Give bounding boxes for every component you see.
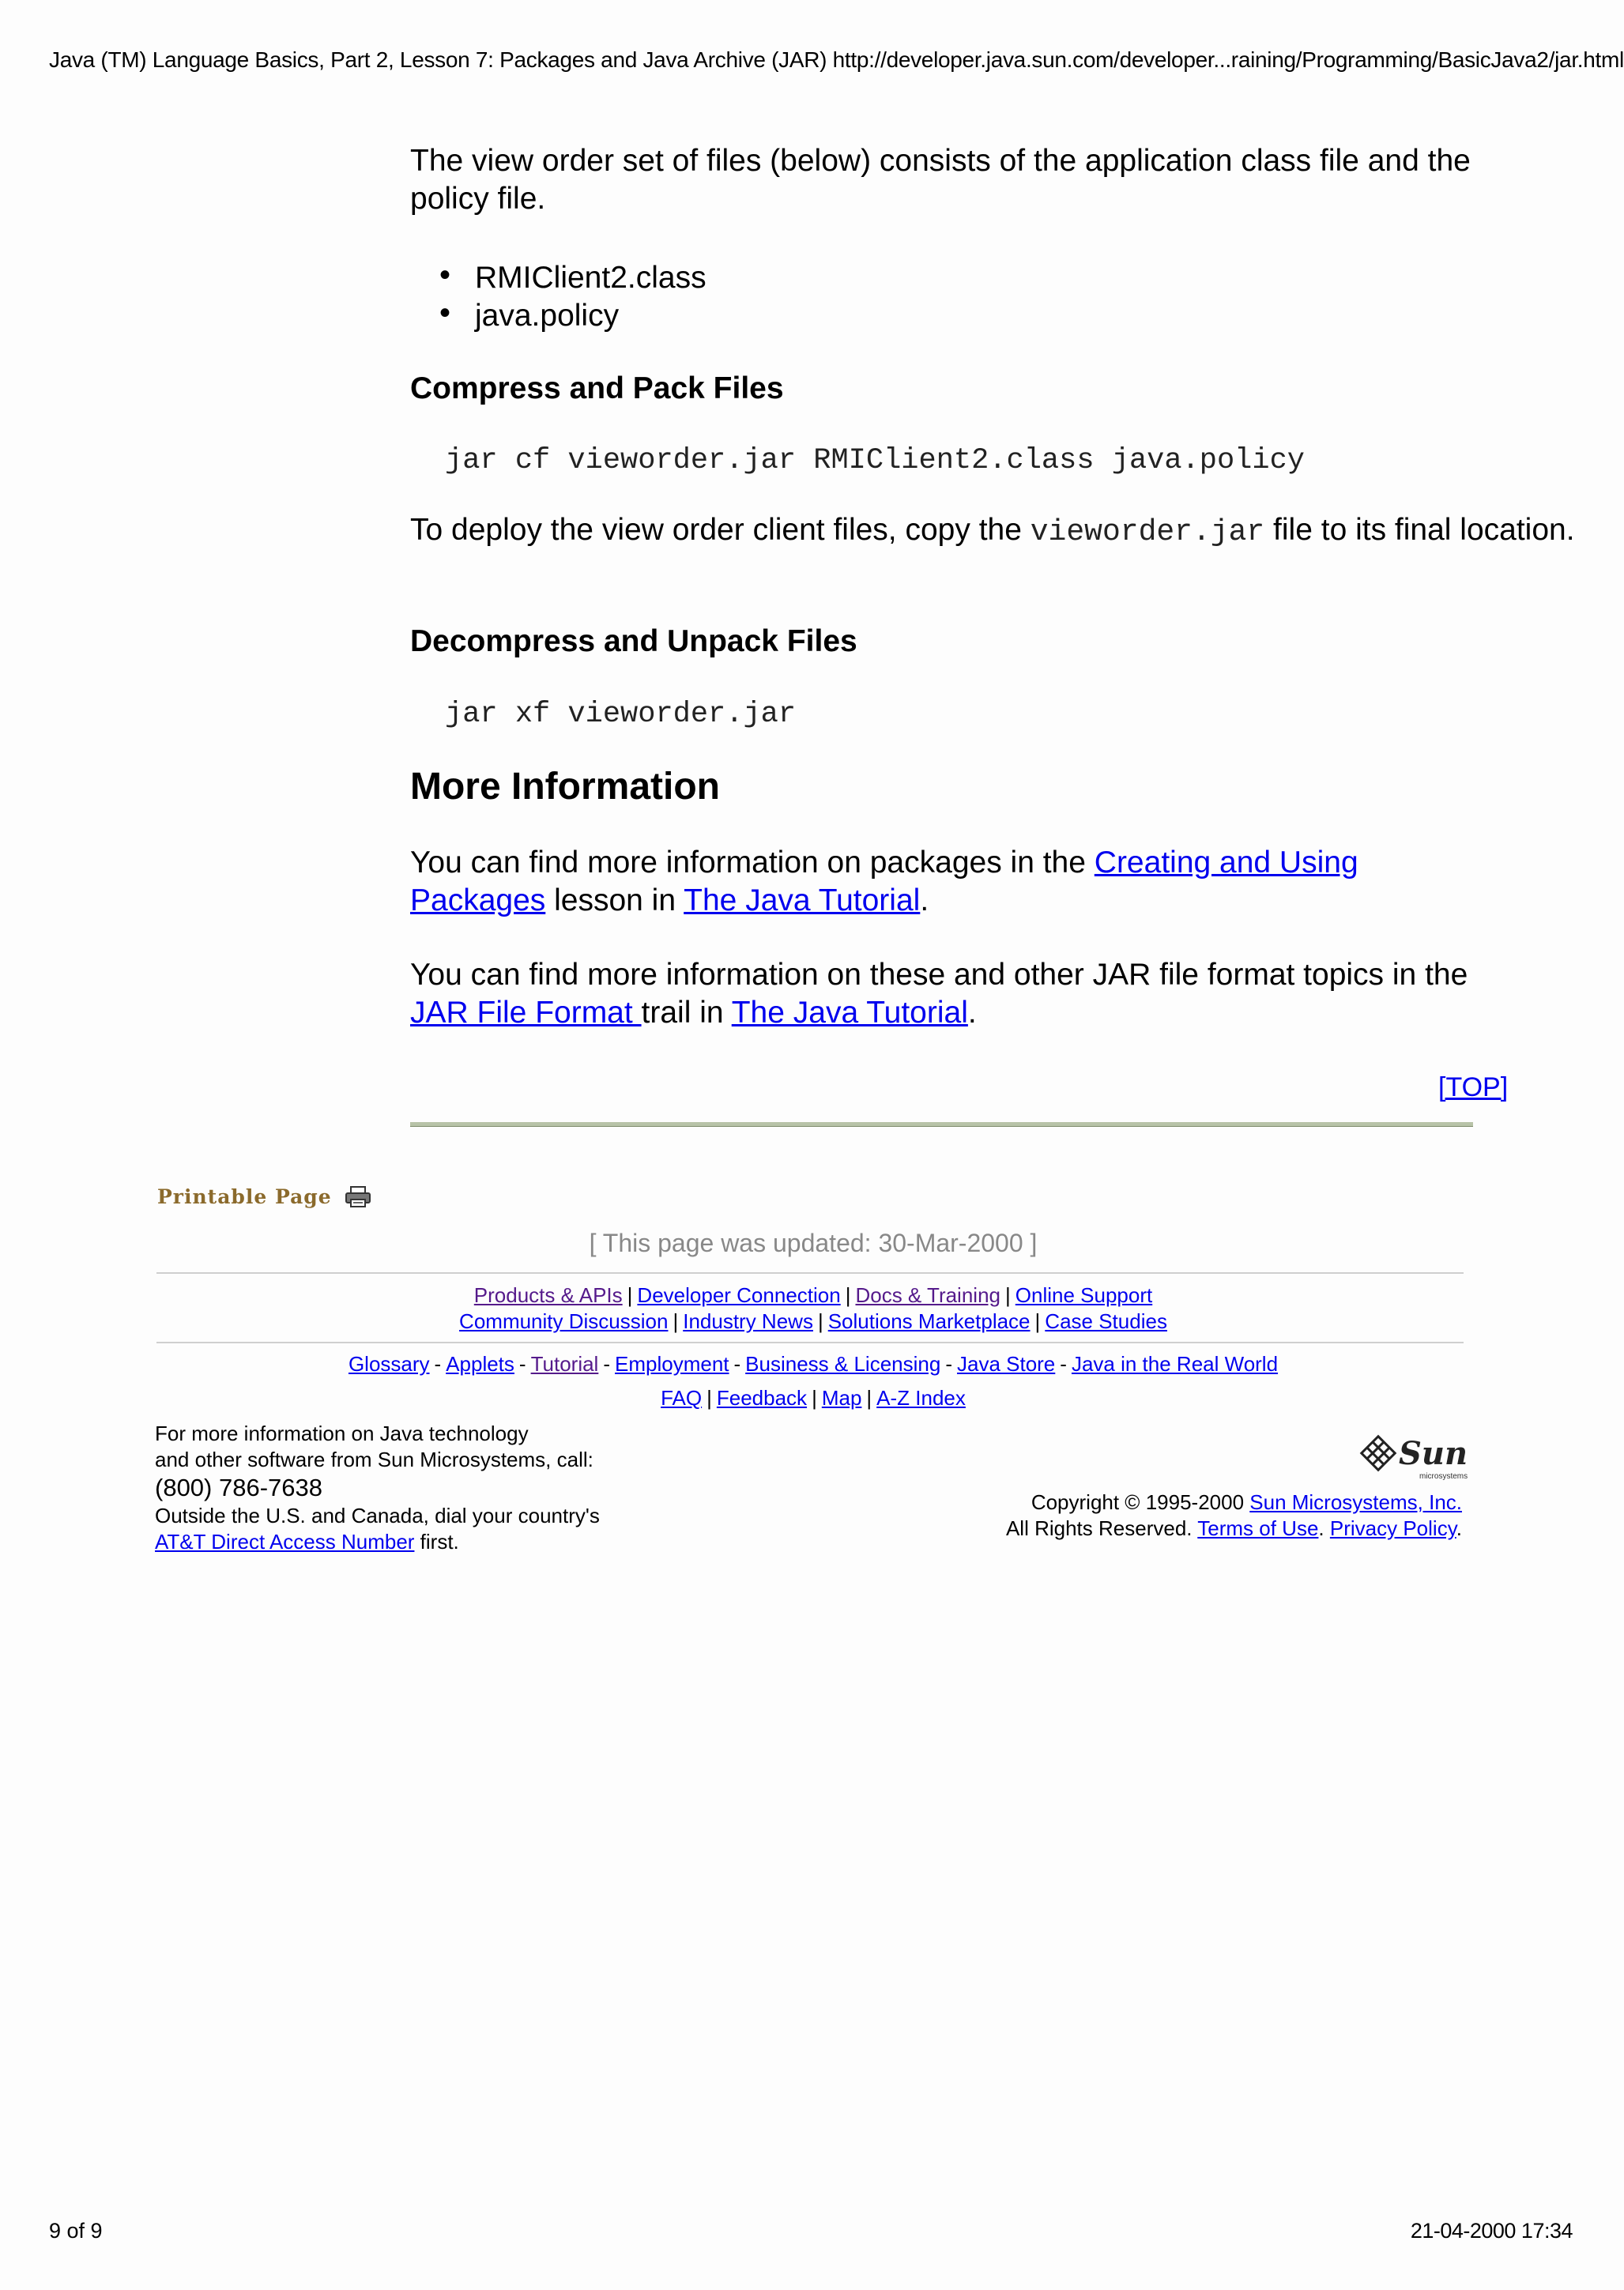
- terms-of-use-link[interactable]: Terms of Use: [1197, 1516, 1319, 1540]
- rights-text: All Rights Reserved.: [1005, 1516, 1198, 1540]
- nav-developer-connection[interactable]: Developer Connection: [637, 1283, 841, 1307]
- contact-text: first.: [414, 1530, 459, 1554]
- att-direct-access-link[interactable]: AT&T Direct Access Number: [155, 1530, 415, 1554]
- print-header: [49, 47, 1624, 73]
- nav-docs-training[interactable]: Docs & Training: [855, 1283, 1000, 1307]
- decompress-command: jar xf vieworder.jar: [445, 698, 797, 731]
- info-text: .: [967, 996, 977, 1030]
- list-item: • RMIClient2.class: [410, 259, 706, 297]
- top-link[interactable]: [TOP]: [1438, 1072, 1509, 1102]
- compress-heading: Compress and Pack Files: [410, 371, 784, 405]
- deploy-text: To deploy the view order client files, copy the: [410, 513, 1031, 547]
- sun-microsystems-logo: [1358, 1433, 1467, 1482]
- more-information-heading: More Information: [410, 766, 720, 808]
- info-text: .: [920, 883, 929, 917]
- copyright-line: [1006, 1490, 1462, 1516]
- article-body: [410, 142, 1575, 1138]
- nav-industry-news[interactable]: Industry News: [683, 1309, 813, 1333]
- nav-row-1: Products & APIs | Developer Connection | Docs & Training | Online Support: [473, 1283, 1153, 1307]
- nav-solutions-marketplace[interactable]: Solutions Marketplace: [827, 1309, 1031, 1333]
- deploy-paragraph: [410, 511, 1575, 552]
- nav-products-apis[interactable]: Products & APIs: [473, 1283, 623, 1307]
- contact-line: For more information on Java technology: [155, 1422, 529, 1445]
- creating-using-packages-link[interactable]: Creating and Using Packages: [410, 846, 1358, 917]
- sun-microsystems-link[interactable]: Sun Microsystems, Inc.: [1249, 1490, 1462, 1514]
- nav-business-licensing[interactable]: Business & Licensing: [745, 1352, 941, 1376]
- decompress-heading: Decompress and Unpack Files: [410, 624, 857, 658]
- horizontal-divider: [410, 1122, 1473, 1127]
- nav-row-3: Glossary - Applets - Tutorial - Employment - Business & Licensing - Java Store - Java in the Real World: [348, 1352, 1279, 1376]
- nav-tutorial[interactable]: Tutorial: [530, 1352, 599, 1376]
- contact-line: [155, 1529, 600, 1555]
- info-text: trail in: [641, 996, 732, 1030]
- java-tutorial-link[interactable]: The Java Tutorial: [684, 883, 921, 917]
- nav-row-4: FAQ | Feedback | Map | A-Z Index: [661, 1386, 966, 1410]
- copyright-text: Copyright © 1995-2000: [1031, 1490, 1250, 1514]
- contact-line: and other software from Sun Microsystems, call:: [155, 1448, 593, 1471]
- nav-online-support[interactable]: Online Support: [1015, 1283, 1153, 1307]
- nav-java-store[interactable]: Java Store: [956, 1352, 1056, 1376]
- header-title: Java (TM) Language Basics, Part 2, Lesson 7: Packages and Java Archive (JAR): [49, 47, 827, 72]
- file-list: [410, 259, 706, 335]
- nav-case-studies[interactable]: Case Studies: [1045, 1309, 1167, 1333]
- info-text: You can find more information on these and other JAR file format topics in the: [410, 958, 1468, 992]
- jar-file-format-link[interactable]: JAR File Format: [410, 996, 642, 1030]
- nav-faq[interactable]: FAQ: [661, 1386, 703, 1410]
- print-datetime: 21-04-2000 17:34: [1410, 2219, 1573, 2243]
- phone-number: (800) 786-7638: [155, 1474, 322, 1501]
- list-item: • java.policy: [410, 297, 706, 335]
- divider: [156, 1342, 1464, 1343]
- privacy-policy-link[interactable]: Privacy Policy: [1329, 1516, 1456, 1540]
- nav-community-discussion[interactable]: Community Discussion: [459, 1309, 669, 1333]
- header-url: http://developer.java.sun.com/developer...raining/Programming/BasicJava2/jar.html: [832, 47, 1624, 72]
- updated-date: [ This page was updated: 30-Mar-2000 ]: [589, 1229, 1038, 1257]
- compress-command: jar cf vieworder.jar RMIClient2.class java.policy: [445, 444, 1305, 477]
- jar-filename: vieworder.jar: [1030, 515, 1265, 549]
- info-paragraph-jar: [410, 956, 1517, 1032]
- contact-line: Outside the U.S. and Canada, dial your country's: [155, 1504, 600, 1527]
- info-text: You can find more information on packages in the: [410, 846, 1095, 879]
- intro-paragraph: The view order set of files (below) consists of the application class file and the policy file.: [410, 144, 1471, 216]
- nav-map[interactable]: Map: [821, 1386, 862, 1410]
- nav-applets[interactable]: Applets: [446, 1352, 514, 1376]
- printable-page-button[interactable]: [157, 1185, 371, 1208]
- logo-wordmark: Sun: [1399, 1435, 1468, 1472]
- info-paragraph-packages: [410, 844, 1422, 920]
- nav-glossary[interactable]: Glossary: [348, 1352, 430, 1376]
- divider: [156, 1272, 1464, 1274]
- site-footer: [155, 1181, 1471, 1569]
- nav-row-2: Community Discussion | Industry News | Solutions Marketplace | Case Studies: [459, 1309, 1167, 1333]
- deploy-text-end: file to its final location.: [1264, 513, 1575, 547]
- info-text: lesson in: [545, 883, 684, 917]
- nav-employment[interactable]: Employment: [615, 1352, 729, 1376]
- printer-icon: [345, 1186, 371, 1208]
- nav-az-index[interactable]: A-Z Index: [876, 1386, 966, 1410]
- copyright: [1006, 1490, 1462, 1542]
- contact-info: [155, 1421, 600, 1555]
- nav-java-real-world[interactable]: Java in the Real World: [1071, 1352, 1279, 1376]
- logo-subtext: microsystems: [1419, 1472, 1468, 1481]
- nav-feedback[interactable]: Feedback: [716, 1386, 808, 1410]
- page-count: 9 of 9: [49, 2219, 103, 2243]
- java-tutorial-link-2[interactable]: The Java Tutorial: [731, 996, 968, 1030]
- rights-line: All Rights Reserved. Terms of Use. Privacy Policy.: [1005, 1516, 1462, 1540]
- printable-page-label: Printable Page: [157, 1185, 332, 1208]
